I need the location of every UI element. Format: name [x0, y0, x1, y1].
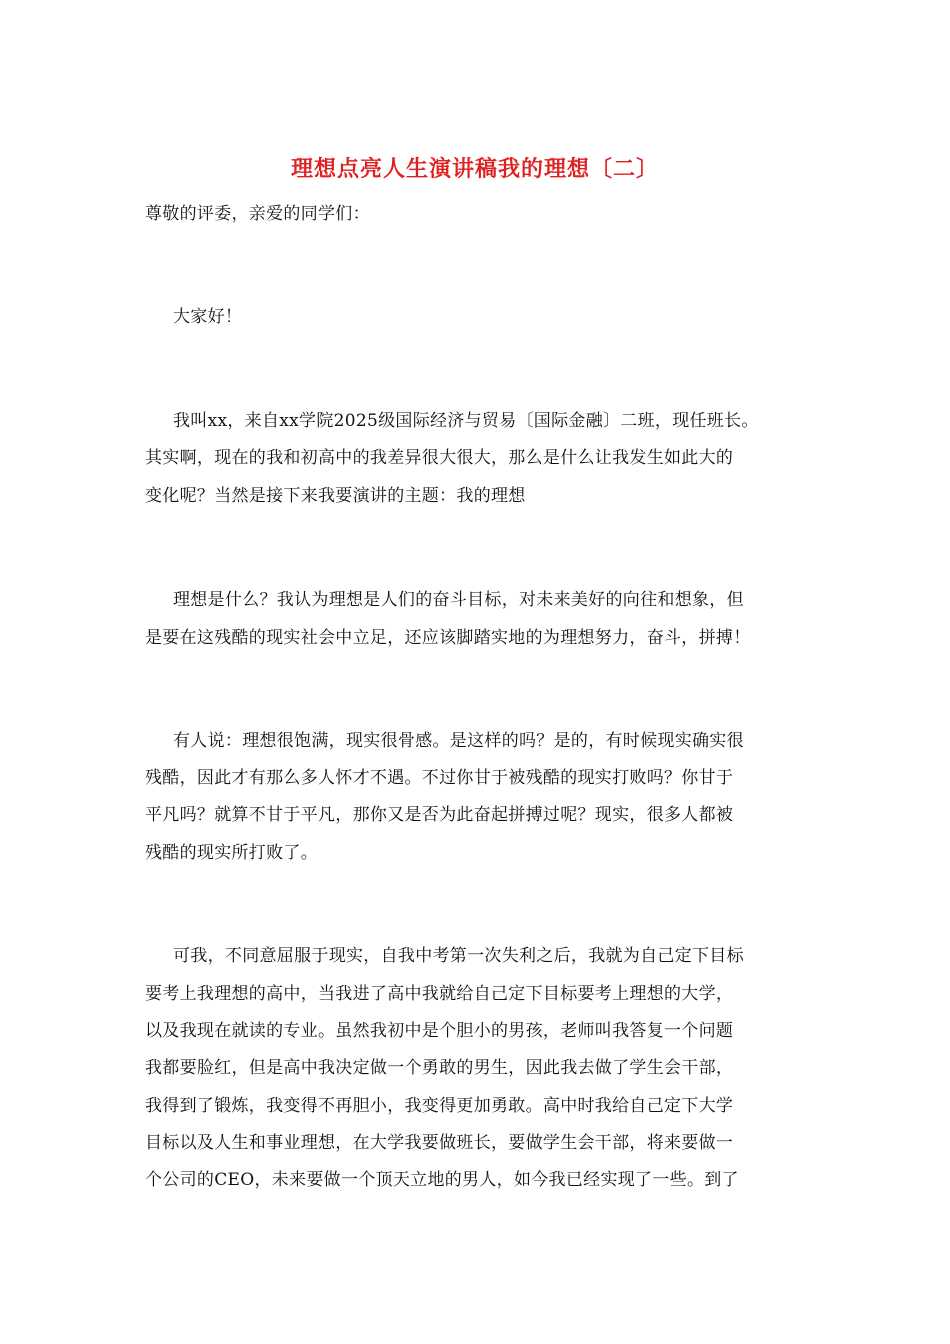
- paragraph-line: 平凡吗？就算不甘于平凡，那你又是否为此奋起拼搏过呢？现实，很多人都被: [145, 805, 734, 825]
- paragraph-line: 以及我现在就读的专业。虽然我初中是个胆小的男孩，老师叫我答复一个问题: [145, 1021, 734, 1041]
- paragraph-line: 我叫xx，来自xx学院2025级国际经济与贸易〔国际金融〕二班，现任班长。: [173, 411, 759, 431]
- paragraph-line: 残酷，因此才有那么多人怀才不遇。不过你甘于被残酷的现实打败吗？你甘于: [145, 768, 734, 788]
- paragraph-line: 有人说：理想很饱满，现实很骨感。是这样的吗？是的，有时候现实确实很: [173, 731, 744, 751]
- document-title: 理想点亮人生演讲稿我的理想〔二〕: [290, 156, 659, 182]
- paragraph-line: 要考上我理想的高中，当我进了高中我就给自己定下目标要考上理想的大学，: [145, 984, 734, 1004]
- paragraph-line: 我都要脸红，但是高中我决定做一个勇敢的男生，因此我去做了学生会干部，: [145, 1058, 734, 1078]
- greeting: 大家好！: [173, 307, 243, 327]
- paragraph-line: 目标以及人生和事业理想，在大学我要做班长，要做学生会干部，将来要做一: [145, 1133, 734, 1153]
- paragraph-line: 个公司的CEO，未来要做一个顶天立地的男人，如今我已经实现了一些。到了: [145, 1170, 739, 1190]
- paragraph-line: 可我，不同意屈服于现实，自我中考第一次失利之后，我就为自己定下目标: [173, 946, 744, 966]
- salutation: 尊敬的评委，亲爱的同学们：: [145, 204, 370, 224]
- paragraph-line: 残酷的现实所打败了。: [145, 843, 318, 863]
- paragraph-line: 其实啊，现在的我和初高中的我差异很大很大，那么是什么让我发生如此大的: [145, 448, 734, 468]
- paragraph-line: 理想是什么？我认为理想是人们的奋斗目标，对未来美好的向往和想象，但: [173, 590, 744, 610]
- paragraph-line: 是要在这残酷的现实社会中立足，还应该脚踏实地的为理想努力，奋斗，拼搏！: [145, 628, 751, 648]
- paragraph-line: 我得到了锻炼，我变得不再胆小，我变得更加勇敢。高中时我给自己定下大学: [145, 1096, 734, 1116]
- paragraph-line: 变化呢？当然是接下来我要演讲的主题：我的理想: [145, 486, 526, 506]
